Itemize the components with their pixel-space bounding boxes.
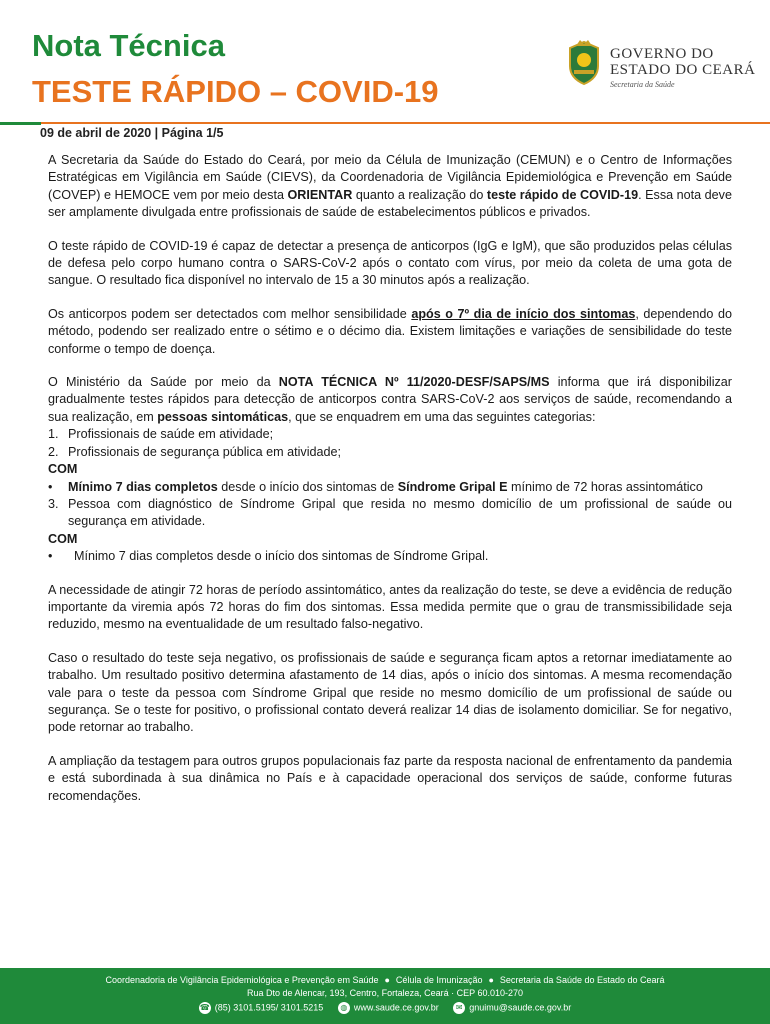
logo-line-3: Secretaria da Saúde bbox=[610, 80, 675, 89]
p4-text-a: O Ministério da Saúde por meio da bbox=[48, 375, 279, 390]
document-body bbox=[48, 152, 732, 821]
com-label: COM bbox=[48, 531, 78, 546]
footer-org-1: Coordenadoria de Vigilância Epidemiológica e Prevenção em Saúde bbox=[105, 975, 379, 985]
globe-icon: ◍ bbox=[338, 1002, 350, 1014]
paragraph-6: Caso o resultado do teste seja negativo, os profissionais de saúde e segurança ficam aptos a retornar imediatamente ao trabalho. Um resultado positivo determina afastamento de 14 dias, após o início dos sintomas. A mesma recomendação vale para o teste da pessoa com Síndrome Gripal que reside no mesmo domicílio de um profissional de saúde ou segurança. Se o teste for positivo, o profissional contato deverá realizar 14 dias de isolamento domiciliar. Se for negativo, pode retornar ao trabalho. bbox=[48, 650, 732, 735]
list-marker: 2. bbox=[48, 444, 59, 459]
header-divider-orange bbox=[41, 122, 770, 124]
logo-line-2: ESTADO DO CEARÁ bbox=[610, 62, 756, 78]
p1-text-a: A Secretaria da Saúde do Estado do Ceará, por meio da Célula de Imunização (CEMUN) e o Centro de Informações Estratégicas em Vigilância em Saúde (CIEVS), da Coordenadoria de Vigilância Epidemiológica e Prevenção em Saúde (COVEP) e HEMOCE vem por meio desta bbox=[48, 153, 732, 202]
separator-dot-icon: ● bbox=[384, 975, 390, 985]
list-item-text: Profissionais de saúde em atividade; bbox=[68, 427, 274, 442]
list-item-text: mínimo de 72 horas assintomático bbox=[507, 479, 703, 494]
list-item bbox=[48, 479, 732, 496]
paragraph-7: A ampliação da testagem para outros grupos populacionais faz parte da resposta nacional de enfrentamento da pandemia e está subordinada à sua dinâmica no País e à capacidade operacional dos serviços de saúde, conforme futuras recomendações. bbox=[48, 753, 732, 803]
paragraph-2: O teste rápido de COVID-19 é capaz de detectar a presença de anticorpos (IgG e IgM), que são produzidos pelas células de defesa pelo corpo humano contra o SARS-CoV-2 após o contato com vírus, por meio da coleta de uma gota de sangue. O resultado fica disponível no intervalo de 15 a 30 minutos após a realização. bbox=[48, 238, 732, 288]
list-marker: 1. bbox=[48, 427, 59, 442]
list-item-bold: Mínimo 7 dias completos bbox=[68, 479, 218, 494]
p4-text-c: informa que irá disponibilizar gradualmente testes rápidos para detecção de anticorpos contra SARS-CoV-2 aos serviços de saúde, recomendando a sua realização, em bbox=[48, 375, 732, 424]
state-crest-icon bbox=[566, 40, 602, 86]
p3-text-c: , dependendo do método, podendo ser realizado entre o sétimo e o décimo dia. Existem limitações e variações de sensibilidade do teste conforme o tempo de doença. bbox=[48, 306, 732, 356]
p3-underline: após o 7º dia de início dos sintomas bbox=[411, 306, 636, 321]
p1-text-c: quanto a realização do bbox=[352, 187, 487, 202]
footer-website-link[interactable]: www.saude.ce.gov.br bbox=[353, 1002, 439, 1013]
list-item bbox=[48, 444, 732, 461]
page-title: Nota Técnica bbox=[32, 28, 225, 63]
footer-bar bbox=[0, 968, 770, 1024]
paragraph-4 bbox=[48, 374, 732, 426]
paragraph-1 bbox=[48, 152, 732, 222]
p1-text-e: . Essa nota deve ser amplamente divulgada entre profissionais de saúde de estabelecimentos públicos e privados. bbox=[48, 187, 732, 220]
footer-address: Rua Dto de Alencar, 193, Centro, Fortaleza, Ceará · CEP 60.010-270 bbox=[247, 988, 523, 998]
p4-bold-nota: NOTA TÉCNICA Nº 11/2020-DESF/SAPS/MS bbox=[278, 375, 550, 390]
footer-org-2: Célula de Imunização bbox=[395, 975, 483, 985]
com-label: COM bbox=[48, 462, 78, 477]
footer-email-link[interactable]: gnuimu@saude.ce.gov.br bbox=[469, 1002, 572, 1013]
separator-dot-icon: ● bbox=[488, 975, 494, 985]
list-item-text: Mínimo 7 dias completos desde o início dos sintomas de Síndrome Gripal. bbox=[74, 549, 489, 564]
bullet-marker: • bbox=[48, 549, 53, 564]
email-icon: ✉ bbox=[453, 1002, 465, 1014]
footer-org-3: Secretaria da Saúde do Estado do Ceará bbox=[499, 975, 665, 985]
list-item bbox=[48, 548, 732, 565]
list-marker: 3. bbox=[48, 496, 59, 511]
list-item-text: Profissionais de segurança pública em atividade; bbox=[68, 444, 342, 459]
dateline: 09 de abril de 2020 | Página 1/5 bbox=[40, 126, 224, 140]
footer-contacts bbox=[0, 1002, 770, 1014]
list-item bbox=[48, 496, 732, 531]
p3-text-a: Os anticorpos podem ser detectados com melhor sensibilidade bbox=[48, 306, 412, 321]
category-list bbox=[48, 426, 732, 565]
p1-bold-orientar: ORIENTAR bbox=[287, 187, 353, 202]
bullet-marker: • bbox=[48, 479, 53, 494]
paragraph-3 bbox=[48, 306, 732, 358]
header-divider-green bbox=[0, 122, 41, 125]
footer-phone: (85) 3101.5195/ 3101.5215 bbox=[214, 1002, 324, 1013]
logo-line-1: GOVERNO DO bbox=[610, 46, 714, 62]
p4-bold-pessoas: pessoas sintomáticas bbox=[157, 409, 289, 424]
footer-organizations bbox=[0, 975, 770, 985]
phone-icon: ☎ bbox=[199, 1003, 210, 1012]
list-item-text: desde o início dos sintomas de bbox=[217, 479, 398, 494]
list-item-text: Pessoa com diagnóstico de Síndrome Gripal que resida no mesmo domicílio de um profissional de saúde ou segurança em atividade. bbox=[68, 496, 732, 529]
paragraph-5: A necessidade de atingir 72 horas de período assintomático, antes da realização do teste, se deve a evidência de redução importante da viremia após 72 horas do fim dos sintomas. Essa medida permite que o grau de transmissibilidade seja reduzido, mesmo na eventualidade de um resultado falso-negativo. bbox=[48, 582, 732, 632]
page-subtitle: TESTE RÁPIDO – COVID-19 bbox=[32, 74, 439, 109]
p4-text-e: , que se enquadrem em uma das seguintes categorias: bbox=[288, 409, 596, 424]
government-logo bbox=[566, 40, 756, 92]
p1-bold-teste: teste rápido de COVID-19 bbox=[486, 187, 639, 202]
list-item-bold: Síndrome Gripal E bbox=[397, 479, 508, 494]
list-item bbox=[48, 426, 732, 443]
